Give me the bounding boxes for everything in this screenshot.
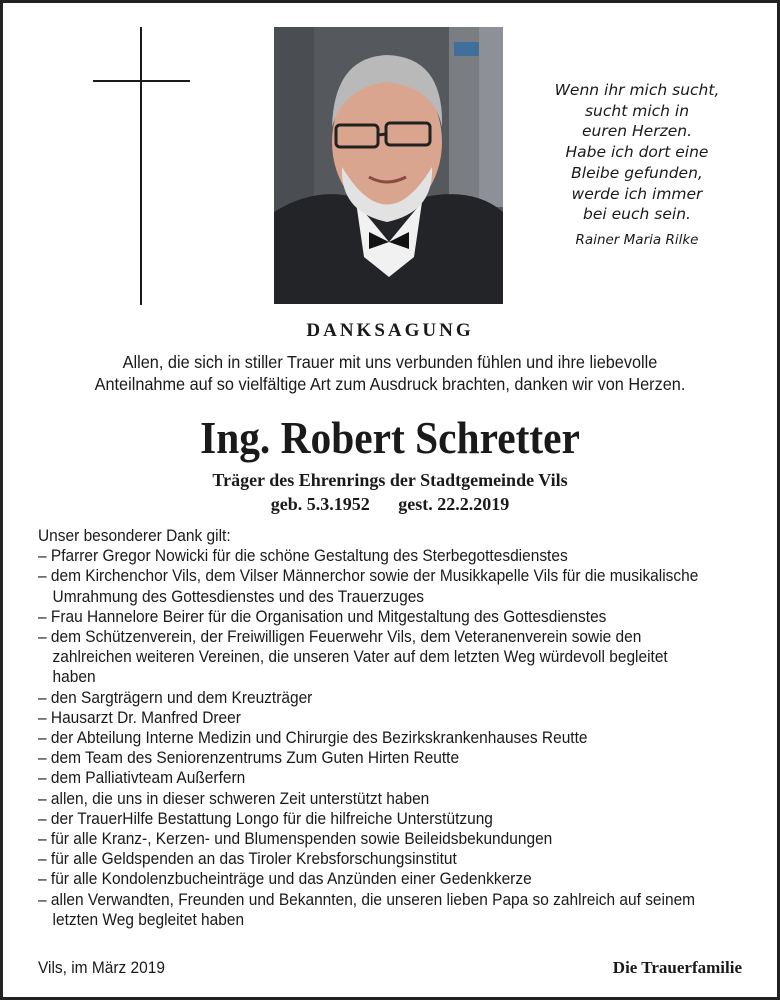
list-item: – dem Palliativteam Außerfern	[38, 768, 246, 788]
list-item: – den Sargträgern und dem Kreuzträger	[38, 687, 313, 707]
list-item: – dem Kirchenchor Vils, dem Vilser Männerchor sowie der Musikkapelle Vils für die musikalische Umrahmung des Gottesdienstes und des Trauerzuges	[38, 566, 699, 606]
list-item: – für alle Geldspenden an das Tiroler Krebsforschungsinstitut	[38, 849, 457, 869]
poem	[532, 80, 742, 249]
poem-line: bei euch sein.	[583, 205, 691, 224]
poem-line: Habe ich dort eine	[565, 143, 709, 162]
list-item: – der Abteilung Interne Medizin und Chirurgie des Bezirkskrankenhauses Reutte	[38, 728, 588, 748]
place-date: Vils, im März 2019	[38, 958, 165, 977]
intro-line: Anteilnahme auf so vielfältige Art zum Ausdruck brachten, danken wir von Herzen.	[94, 374, 686, 394]
life-dates	[0, 493, 780, 515]
deceased-name: Ing. Robert Schretter	[200, 412, 580, 463]
list-item: – für alle Kondolenzbucheinträge und das Anzünden einer Gedenkkerze	[38, 869, 532, 889]
birth-date: geb. 5.3.1952	[270, 494, 370, 514]
portrait-illustration	[274, 27, 503, 304]
list-item: – dem Team des Seniorenzentrums Zum Guten Hirten Reutte	[38, 748, 460, 768]
portrait-photo	[274, 27, 503, 304]
poem-line: Bleibe gefunden,	[571, 163, 703, 182]
honor-title: Träger des Ehrenrings der Stadtgemeinde Vils	[212, 470, 568, 490]
signature: Die Trauerfamilie	[612, 958, 742, 977]
list-item: – Pfarrer Gregor Nowicki für die schöne Gestaltung des Sterbegottesdienstes	[38, 546, 568, 566]
page-title: DANKSAGUNG	[306, 320, 474, 341]
poem-line: werde ich immer	[571, 184, 703, 203]
death-date: gest. 22.2.2019	[398, 494, 510, 514]
poem-line: Wenn ihr mich sucht,	[554, 81, 720, 99]
thanks-intro: Unser besonderer Dank gilt:	[38, 526, 231, 545]
thanks-list	[38, 526, 711, 930]
intro-text	[46, 351, 734, 395]
list-item: – allen Verwandten, Freunden und Bekannten, die unseren lieben Papa so zahlreich auf seinem letzten Weg begleitet haben	[38, 889, 696, 929]
cross-icon	[140, 27, 142, 305]
list-item: – der TrauerHilfe Bestattung Longo für die hilfreiche Unterstützung	[38, 808, 493, 828]
poem-author: Rainer Maria Rilke	[575, 231, 699, 248]
list-item: – Hausarzt Dr. Manfred Dreer	[38, 707, 241, 727]
intro-line: Allen, die sich in stiller Trauer mit uns verbunden fühlen und ihre liebevolle	[122, 352, 658, 372]
list-item: – für alle Kranz-, Kerzen- und Blumenspenden sowie Beileidsbekundungen	[38, 829, 553, 849]
cross-icon-crossbar	[93, 80, 190, 82]
list-item: – allen, die uns in dieser schweren Zeit unterstützt haben	[38, 788, 430, 808]
list-item: – Frau Hannelore Beirer für die Organisation und Mitgestaltung des Gottesdienstes	[38, 606, 607, 626]
poem-line: sucht mich in	[584, 101, 690, 120]
poem-line: euren Herzen.	[581, 122, 692, 141]
list-item: – dem Schützenverein, der Freiwilligen Feuerwehr Vils, dem Veteranenverein sowie den zahlreichen weiteren Vereinen, die unseren Vater auf dem letzten Weg würdevoll begleitet haben	[38, 627, 668, 687]
